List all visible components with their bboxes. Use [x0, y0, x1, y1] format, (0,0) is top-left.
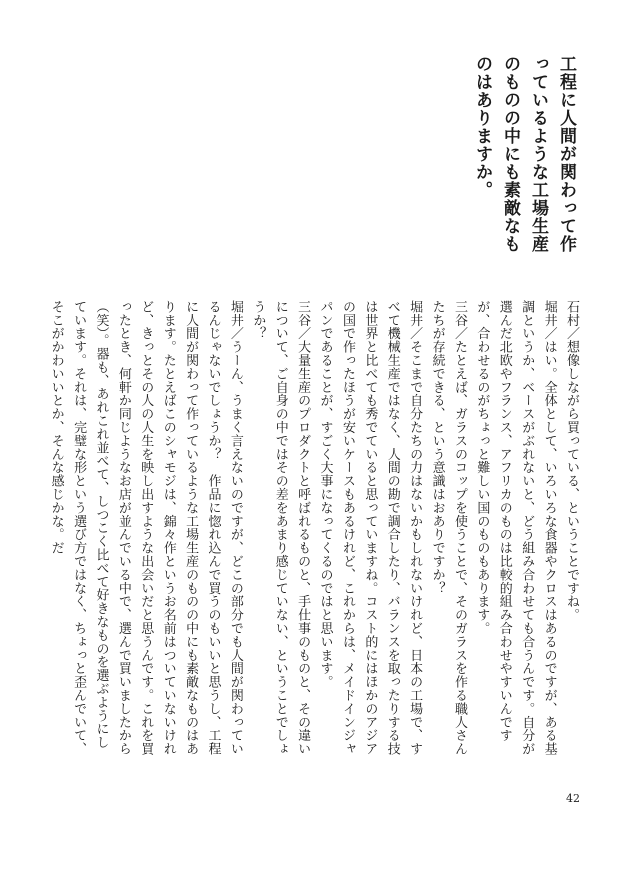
dialogue-paragraph: 三谷／たとえば、ガラスのコップを使うことで、そのガラスを作る職人さんたちが存続できる、という意識はおありですか？: [429, 300, 467, 756]
page-number: 42: [566, 792, 580, 805]
dialogue-paragraph: 堀井／はい。全体として、いろいろな食器やクロスはあるのですが、ある基調というか、ベースがぶれないと、どう組み合わせても合うんです。自分が選んだ北欧やフランス、アフリカのものは比較的組み合わせやすいんですが、合わせるのがちょっと難しい国のものもあります。: [474, 300, 557, 756]
interview-body: [48, 300, 582, 760]
dialogue-paragraph: 石村／想像しながら買っている、ということですね。: [564, 300, 579, 622]
dialogue-paragraph: 堀井／うーん、うまく言えないのですが、どこの部分でも人間が関わっているんじゃないでしょうか？ 作品に惚れ込んで買うのもいいと思うし、工程に人間が関わって作っているような工場生産のものの中にも素敵なものはあります。たとえばこのシャモジは、錦々作というお名前はついていないけれど、きっとその人の人生を映し出すような出会いだと思うんです。これを買ったとき、何軒か同じようなお店が並んでいる中で、選んで買いましたから（笑）。器も、あれこれ並べて、しつこく比べて好きなものを選ぶようにしています。それは、完璧な形という選び方ではなく、ちょっと歪んでいて、そこがかわいいとか、そんな感じかな。だ: [48, 300, 243, 756]
pull-quote-headline: 工程に人間が関わって作っているような工場生産のものの中にも素敵なものはありますか。: [472, 55, 576, 253]
dialogue-paragraph: 三谷／大量生産のプロダクトと呼ばれるものと、手仕事のものと、その違いについて、ご自身の中ではその差をあまり感じていない、ということでしょうか？: [250, 300, 311, 756]
dialogue-paragraph: 堀井／そこまで自分たちの力はないかもしれないけれど、日本の工場で、すべて機械生産ではなく、人間の勘で調合したり、バランスを取ったりする技は世界と比べても秀でていると思っていますね。コスト的にはほかのアジアの国で作ったほうが安いケースもあるけれど、これからは、メイドインジャパンであることが、すごく大事になってくるのではと思います。: [317, 300, 423, 756]
